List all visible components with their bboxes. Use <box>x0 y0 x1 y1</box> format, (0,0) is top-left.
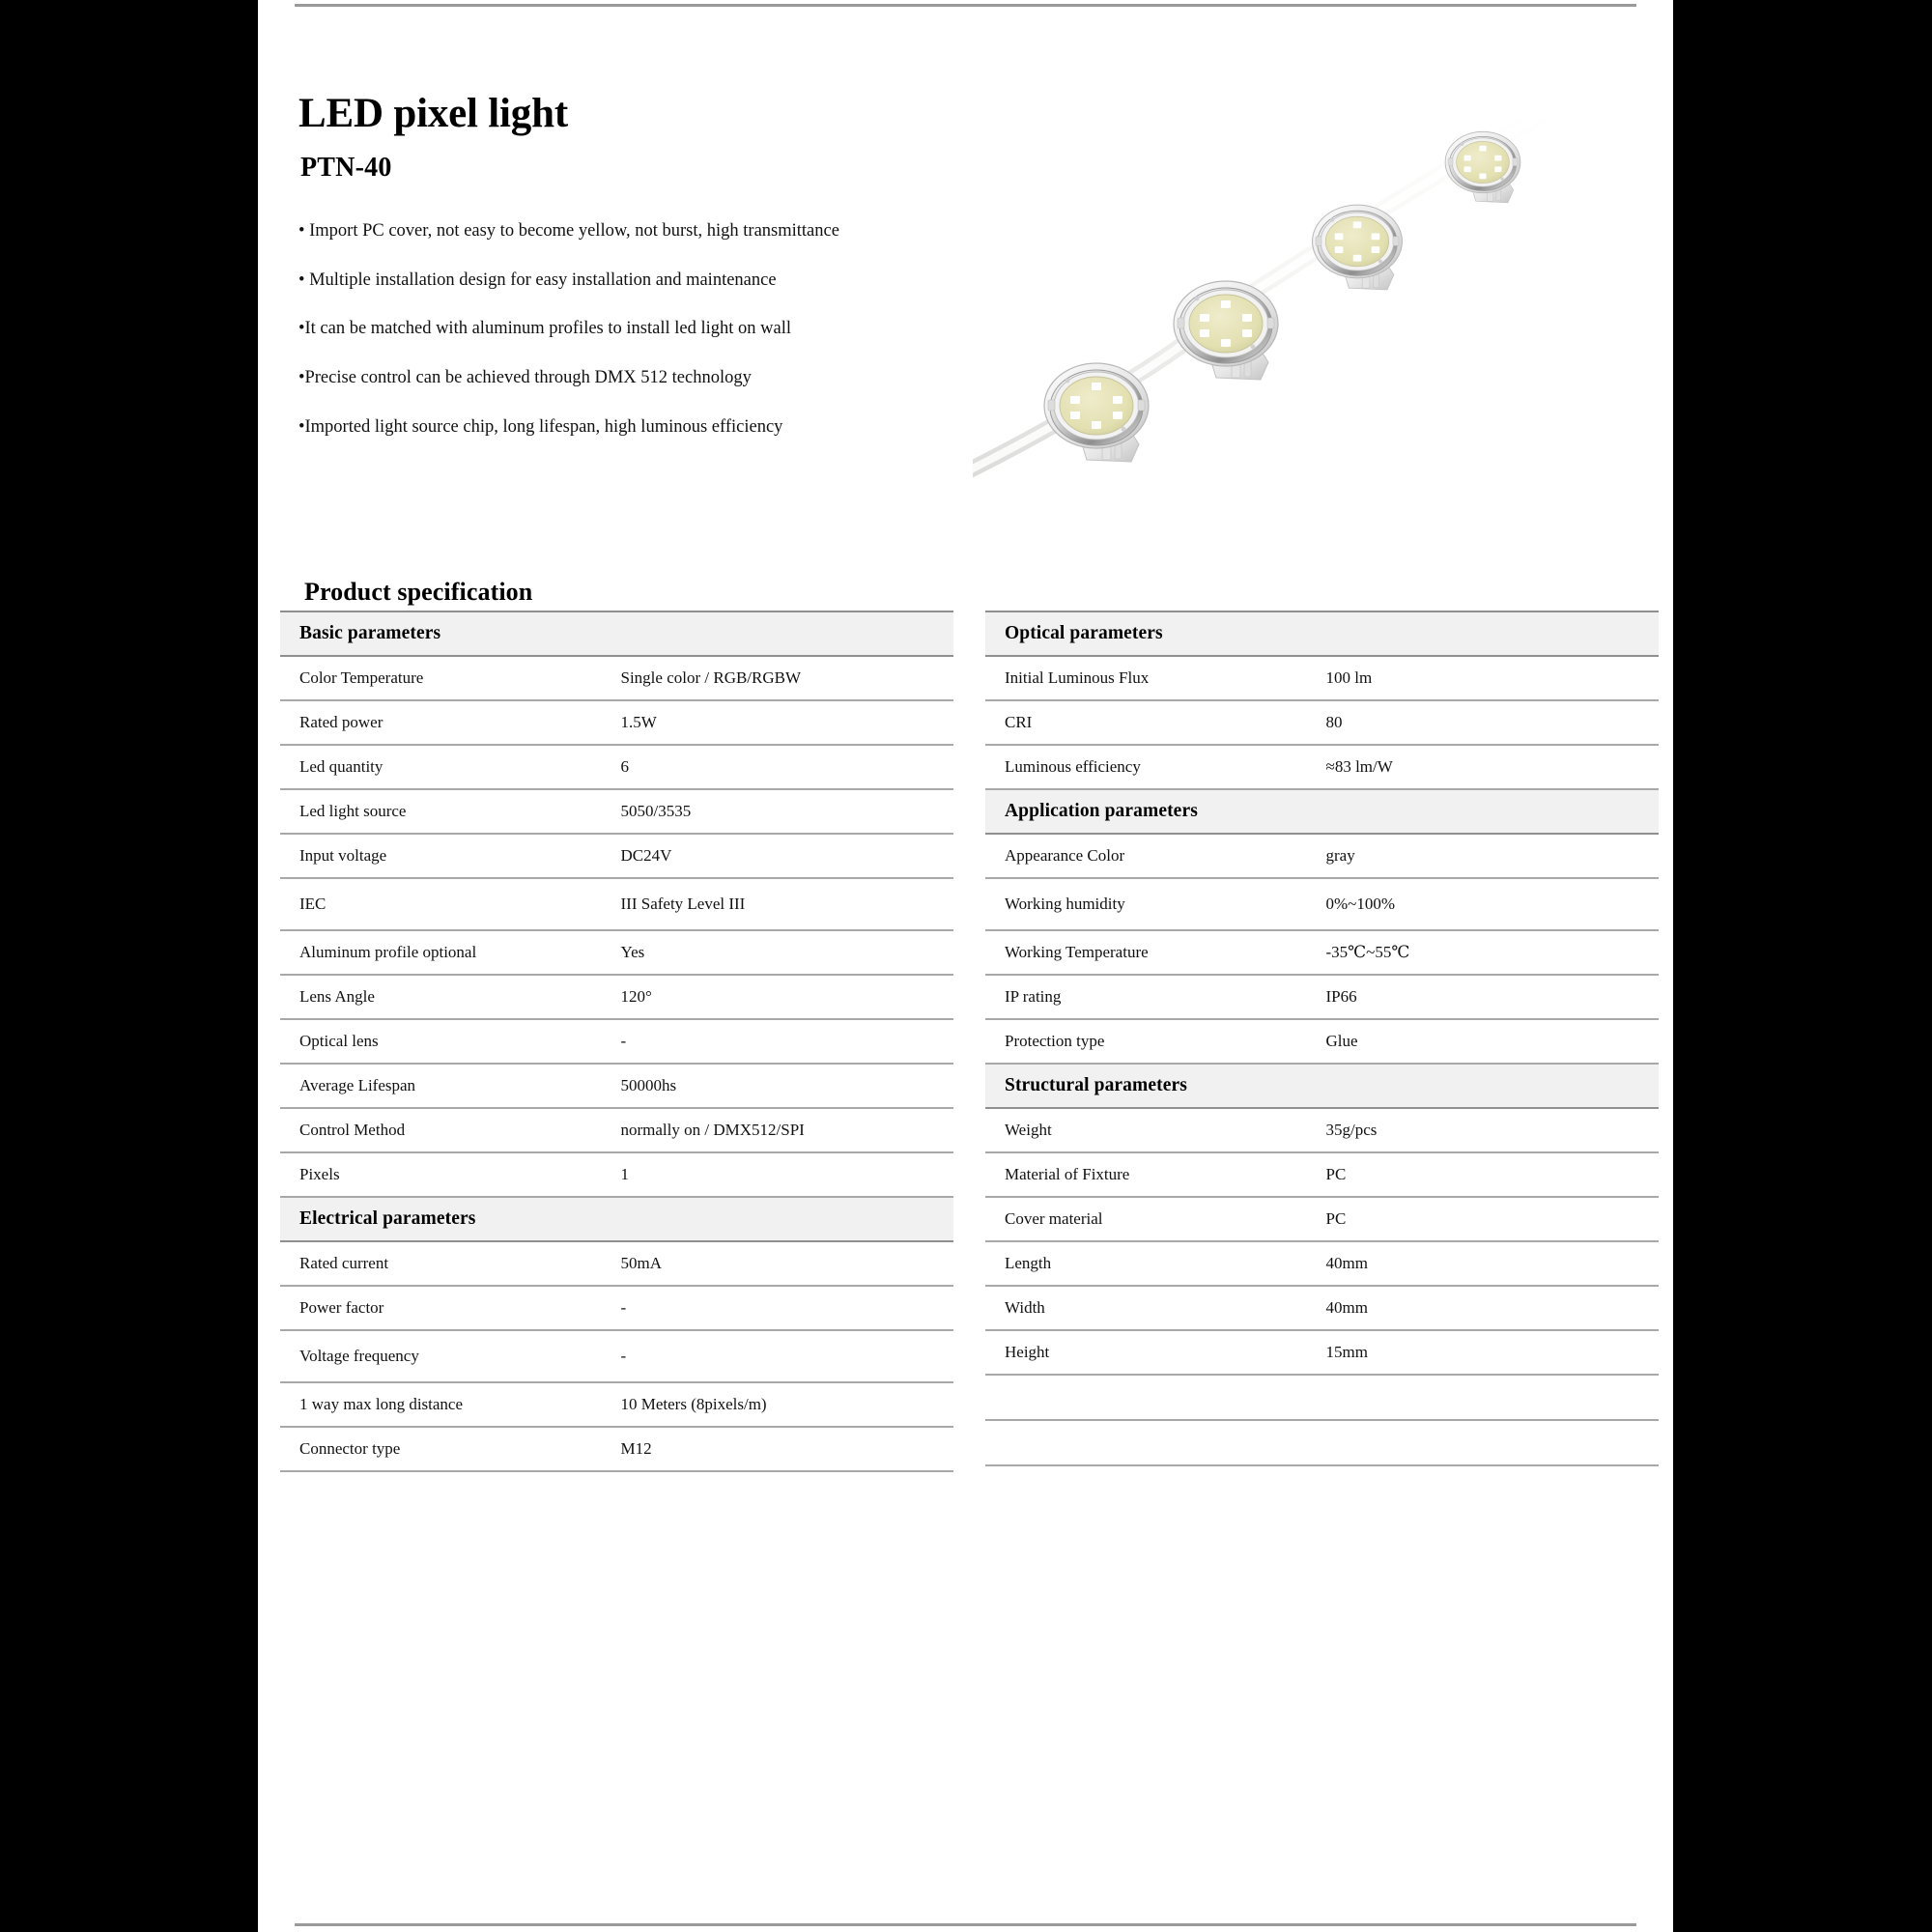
table-row <box>985 1108 1659 1152</box>
spec-key: Input voltage <box>280 834 617 878</box>
spec-value: 80 <box>1322 700 1660 745</box>
feature-item: •Imported light source chip, long lifespan, high luminous efficiency <box>298 416 783 437</box>
spec-value: 40mm <box>1322 1286 1660 1330</box>
spec-key: Appearance Color <box>985 834 1322 878</box>
spec-key: Power factor <box>280 1286 617 1330</box>
spec-key: Average Lifespan <box>280 1064 617 1108</box>
section-label: Application parameters <box>985 789 1659 834</box>
spec-value: 100 lm <box>1322 656 1660 700</box>
pixel-module <box>1174 281 1278 380</box>
table-row <box>280 1330 953 1382</box>
table-row <box>280 1382 953 1427</box>
feature-item: •Precise control can be achieved through DMX 512 technology <box>298 368 752 388</box>
led-string-illustration <box>973 87 1649 493</box>
table-row <box>985 1286 1659 1330</box>
spec-value: 1.5W <box>617 700 954 745</box>
table-row <box>985 834 1659 878</box>
spec-value: Glue <box>1322 1019 1660 1064</box>
spec-value: 120° <box>617 975 954 1019</box>
blank-cell <box>985 1375 1322 1420</box>
spec-value: 5050/3535 <box>617 789 954 834</box>
spec-value: - <box>617 1019 954 1064</box>
spec-section-title: Product specification <box>304 578 533 606</box>
feature-item: •It can be matched with aluminum profiles to install led light on wall <box>298 319 791 339</box>
spec-value: Yes <box>617 930 954 975</box>
table-row <box>280 878 953 930</box>
spec-section-header <box>985 1064 1659 1108</box>
spec-value: III Safety Level III <box>617 878 954 930</box>
spec-section-header <box>985 611 1659 656</box>
spec-value: 50000hs <box>617 1064 954 1108</box>
spec-key: Led light source <box>280 789 617 834</box>
spec-key: IP rating <box>985 975 1322 1019</box>
spec-key: Led quantity <box>280 745 617 789</box>
spec-key: Control Method <box>280 1108 617 1152</box>
table-row <box>280 700 953 745</box>
pixel-module <box>1313 205 1403 290</box>
spec-key: Length <box>985 1241 1322 1286</box>
table-row <box>985 656 1659 700</box>
spec-value: M12 <box>617 1427 954 1471</box>
table-row <box>985 1019 1659 1064</box>
pixel-module <box>1445 131 1520 202</box>
table-row <box>280 975 953 1019</box>
spec-key: 1 way max long distance <box>280 1382 617 1427</box>
table-row <box>280 745 953 789</box>
section-label: Electrical parameters <box>280 1197 953 1241</box>
spec-value: normally on / DMX512/SPI <box>617 1108 954 1152</box>
spec-value: 6 <box>617 745 954 789</box>
table-row <box>280 1108 953 1152</box>
spec-key: Working humidity <box>985 878 1322 930</box>
spec-key: Initial Luminous Flux <box>985 656 1322 700</box>
spec-value: 1 <box>617 1152 954 1197</box>
spec-key: Rated current <box>280 1241 617 1286</box>
spec-value: ≈83 lm/W <box>1322 745 1660 789</box>
section-label: Structural parameters <box>985 1064 1659 1108</box>
blank-cell <box>985 1420 1322 1465</box>
table-row <box>280 656 953 700</box>
spec-key: Connector type <box>280 1427 617 1471</box>
spec-key: Pixels <box>280 1152 617 1197</box>
table-row <box>280 1286 953 1330</box>
table-row <box>280 1152 953 1197</box>
feature-item: • Multiple installation design for easy installation and maintenance <box>298 270 777 290</box>
table-row <box>280 1241 953 1286</box>
table-row <box>985 1197 1659 1241</box>
spec-value: DC24V <box>617 834 954 878</box>
document-page <box>258 0 1673 1932</box>
spec-blank-row <box>985 1375 1659 1420</box>
page-bottom-rule <box>295 1923 1636 1926</box>
spec-section-header <box>280 611 953 656</box>
table-row <box>985 745 1659 789</box>
product-model: PTN-40 <box>300 153 392 184</box>
spec-key: IEC <box>280 878 617 930</box>
spec-key: Aluminum profile optional <box>280 930 617 975</box>
spec-key: Height <box>985 1330 1322 1375</box>
spec-value: 35g/pcs <box>1322 1108 1660 1152</box>
spec-key: Optical lens <box>280 1019 617 1064</box>
table-row <box>280 834 953 878</box>
spec-value: 50mA <box>617 1241 954 1286</box>
spec-key: Width <box>985 1286 1322 1330</box>
blank-cell <box>1322 1375 1660 1420</box>
spec-table-left <box>280 611 953 1472</box>
spec-value: gray <box>1322 834 1660 878</box>
spec-blank-row <box>985 1420 1659 1465</box>
product-header <box>298 92 975 184</box>
table-row <box>985 930 1659 975</box>
spec-key: Lens Angle <box>280 975 617 1019</box>
table-row <box>985 1152 1659 1197</box>
spec-value: - <box>617 1286 954 1330</box>
spec-key: CRI <box>985 700 1322 745</box>
feature-list <box>298 220 965 465</box>
spec-value: - <box>617 1330 954 1382</box>
product-image <box>973 87 1649 493</box>
section-label: Optical parameters <box>985 611 1659 656</box>
table-row <box>985 975 1659 1019</box>
spec-value: PC <box>1322 1152 1660 1197</box>
spec-key: Weight <box>985 1108 1322 1152</box>
blank-cell <box>1322 1420 1660 1465</box>
page-top-rule <box>295 4 1636 7</box>
feature-item: • Import PC cover, not easy to become yellow, not burst, high transmittance <box>298 221 839 241</box>
spec-table-right <box>985 611 1659 1466</box>
spec-key: Material of Fixture <box>985 1152 1322 1197</box>
page-title: LED pixel light <box>298 91 568 136</box>
spec-value: Single color / RGB/RGBW <box>617 656 954 700</box>
table-row <box>280 1064 953 1108</box>
table-row <box>985 700 1659 745</box>
spec-key: Color Temperature <box>280 656 617 700</box>
table-row <box>985 1330 1659 1375</box>
spec-value: 0%~100% <box>1322 878 1660 930</box>
spec-value: IP66 <box>1322 975 1660 1019</box>
table-row <box>280 930 953 975</box>
spec-value: 15mm <box>1322 1330 1660 1375</box>
section-label: Basic parameters <box>280 611 953 656</box>
spec-value: PC <box>1322 1197 1660 1241</box>
spec-key: Working Temperature <box>985 930 1322 975</box>
spec-value: 10 Meters (8pixels/m) <box>617 1382 954 1427</box>
spec-value: -35℃~55℃ <box>1322 930 1660 975</box>
table-row <box>985 1241 1659 1286</box>
spec-section-header <box>280 1197 953 1241</box>
spec-section-header <box>985 789 1659 834</box>
table-row <box>280 1019 953 1064</box>
spec-key: Cover material <box>985 1197 1322 1241</box>
spec-key: Voltage frequency <box>280 1330 617 1382</box>
table-row <box>985 878 1659 930</box>
spec-key: Luminous efficiency <box>985 745 1322 789</box>
spec-key: Rated power <box>280 700 617 745</box>
spec-value: 40mm <box>1322 1241 1660 1286</box>
spec-key: Protection type <box>985 1019 1322 1064</box>
table-row <box>280 789 953 834</box>
table-row <box>280 1427 953 1471</box>
pixel-module <box>1044 363 1149 462</box>
